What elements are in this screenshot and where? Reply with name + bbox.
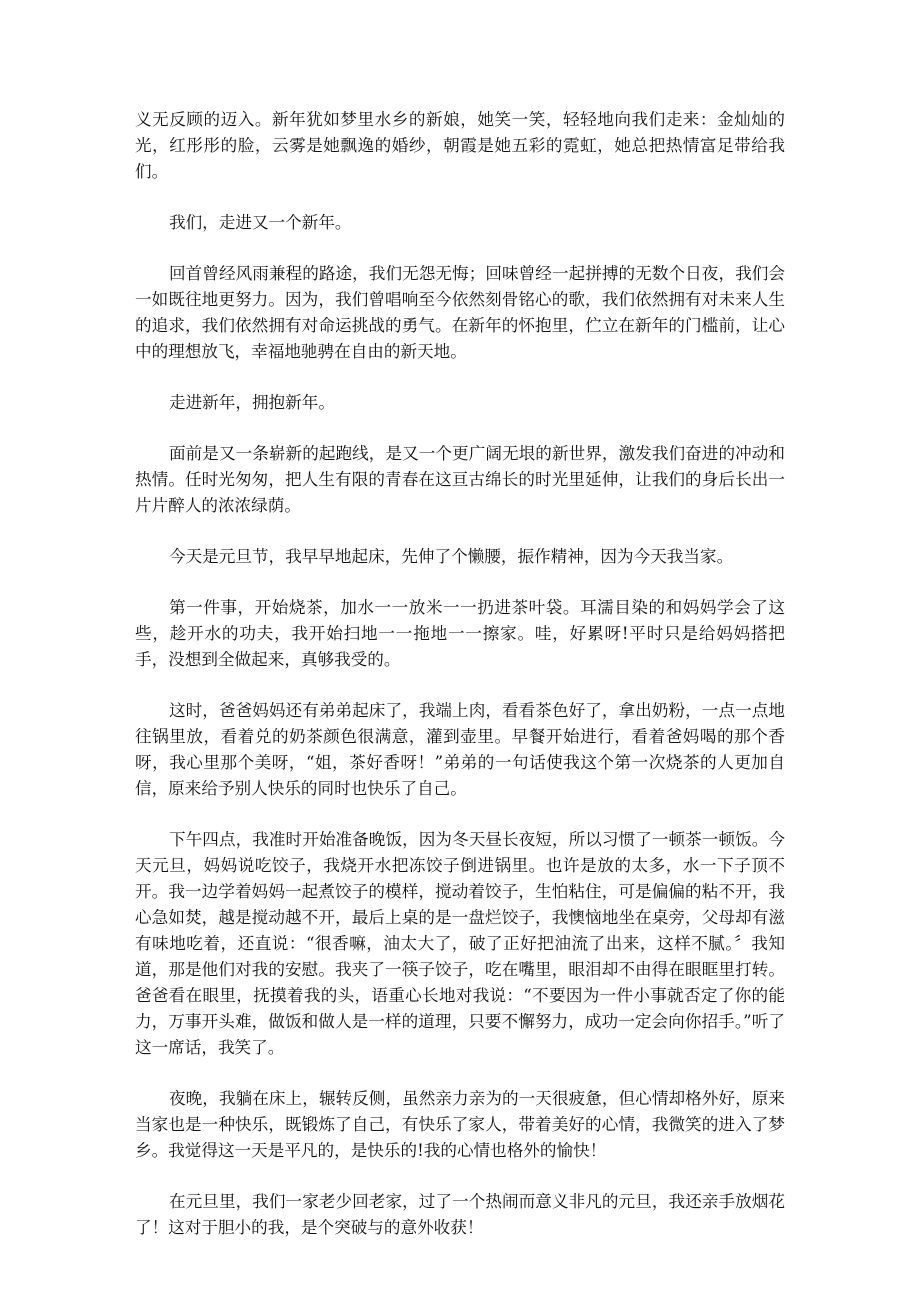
- paragraph-2: 我们，走进又一个新年。: [169, 213, 352, 232]
- paragraph-1: 义无反顾的迈入。新年犹如梦里水乡的新娘，她笑一笑，轻轻地向我们走来：金灿灿的光，红彤彤的脸，云雾是她飘逸的婚纱，朝霞是她五彩的霓虹，她总把热情富足带给我们。: [135, 110, 785, 181]
- paragraph-8: 这时，爸爸妈妈还有弟弟起床了，我端上肉，看看茶色好了，拿出奶粉，一点一点地往锅里放，看着兑的奶茶颜色很满意，灌到壶里。早餐开始进行，看着爸妈喝的那个香呀，我心里那个美呀，“姐，茶好香呀！”弟弟的一句话使我这个第一次烧茶的人更加自信，原来给予别人快乐的同时也快乐了自己。: [135, 701, 785, 798]
- paragraph-3: 回首曾经风雨兼程的路途，我们无怨无悔；回味曾经一起拼搏的无数个日夜，我们会一如既往地更努力。因为，我们曾唱响至今依然刻骨铭心的歌，我们依然拥有对未来人生的追求，我们依然拥有对命运挑战的勇气。在新年的怀抱里，伫立在新年的门槛前，让心中的理想放飞，幸福地驰骋在自由的新天地。: [135, 264, 785, 361]
- paragraph-9: 下午四点，我准时开始准备晚饭，因为冬天昼长夜短，所以习惯了一顿茶一顿饭。今天元旦，妈妈说吃饺子，我烧开水把冻饺子倒进锅里。也许是放的太多，水一下子顶不开。我一边学着妈妈一起煮饺子的模样，搅动着饺子，生怕粘住，可是偏偏的粘不开，我心急如焚，越是搅动越不开，最后上桌的是一盘烂饺子，我懊恼地坐在桌旁，父母却有滋有味地吃着，还直说：“很香嘛，油太大了，破了正好把油流了出来，这样不腻。〞我知道，那是他们对我的安慰。我夹了一筷子饺子，吃在嘴里，眼泪却不由得在眼眶里打转。爸爸看在眼里，抚摸着我的头，语重心长地对我说：“不要因为一件小事就否定了你的能力，万事开头难，做饭和做人是一样的道理，只要不懈努力，成功一定会向你招手。”听了这一席话，我笑了。: [135, 830, 785, 1057]
- paragraph-4: 走进新年，拥抱新年。: [169, 393, 335, 412]
- paragraph-5: 面前是又一条崭新的起跑线，是又一个更广阔无垠的新世界，激发我们奋进的冲动和热情。任时光匆匆，把人生有限的青春在这亘古绵长的时光里延伸，让我们的身后长出一片片醉人的浓浓绿荫。: [135, 444, 785, 515]
- paragraph-6: 今天是元旦节，我早早地起床，先伸了个懒腰，振作精神，因为今天我当家。: [169, 547, 734, 566]
- paragraph-11: 在元旦里，我们一家老少回老家，过了一个热闹而意义非凡的元旦，我还亲手放烟花了！这对于胆小的我，是个突破与的意外收获！: [135, 1192, 785, 1237]
- document-body: [135, 107, 785, 1266]
- paragraph-10: 夜晚，我躺在床上，辗转反侧，虽然亲力亲为的一天很疲惫，但心情却格外好，原来当家也是一种快乐，既锻炼了自己，有快乐了家人，带着美好的心情，我微笑的进入了梦乡。我觉得这一天是平凡的，是快乐的!我的心情也格外的愉快！: [135, 1089, 785, 1160]
- paragraph-7: 第一件事，开始烧茶，加水一一放米一一扔进茶叶袋。耳濡目染的和妈妈学会了这些，趁开水的功夫，我开始扫地一一拖地一一擦家。哇，好累呀!平时只是给妈妈搭把手，没想到全做起来，真够我受的。: [135, 598, 785, 669]
